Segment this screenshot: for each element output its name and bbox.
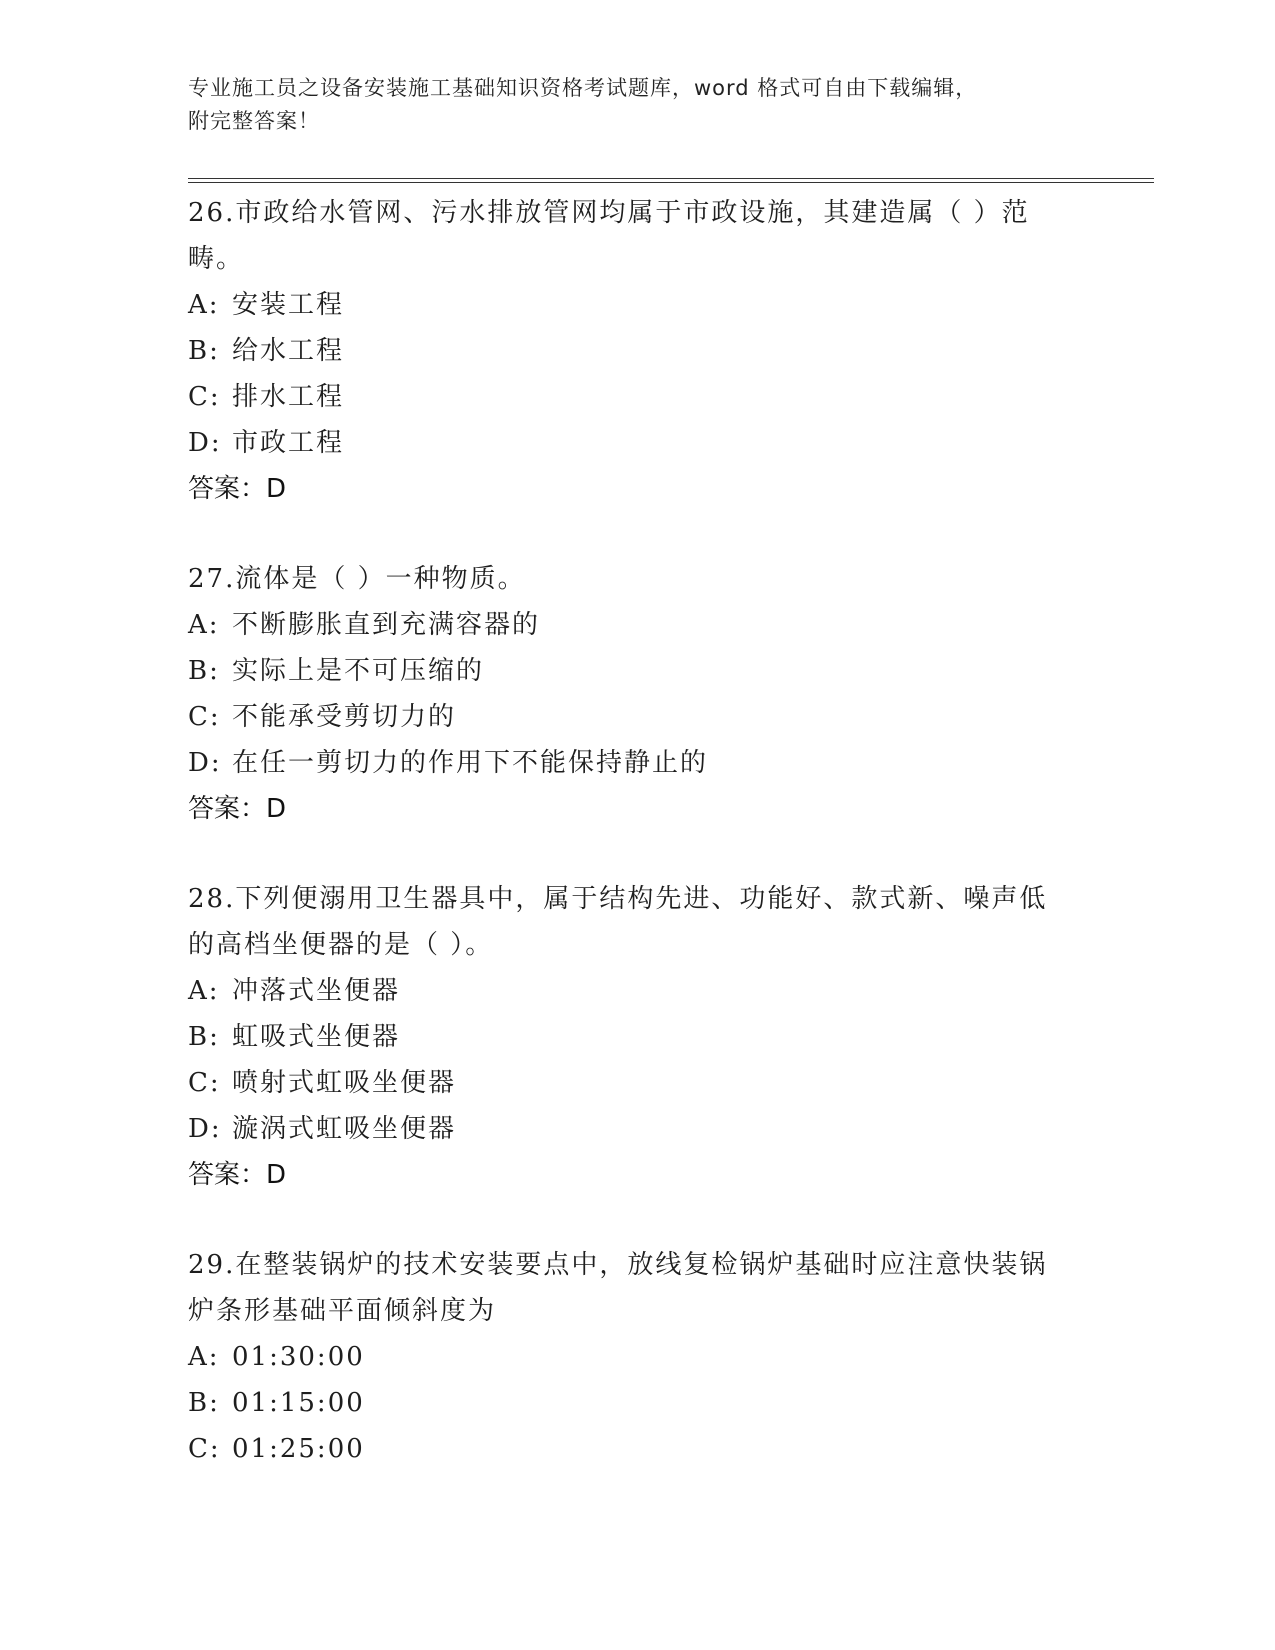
answer-line: 答案：D <box>188 474 287 504</box>
question-stem-line: 26.市政给水管网、污水排放管网均属于市政设施，其建造属（ ）范 <box>188 198 1030 228</box>
option-key: D: <box>188 748 222 778</box>
option-text: 不断膨胀直到充满容器的 <box>232 610 541 640</box>
option-key: B: <box>188 1388 220 1418</box>
question-stem-line: 炉条形基础平面倾斜度为 <box>188 1296 497 1326</box>
question-29 <box>188 1242 1088 1472</box>
question-stem-line: 28.下列便溺用卫生器具中，属于结构先进、功能好、款式新、噪声低 <box>188 884 1048 914</box>
question-list <box>188 190 1088 1516</box>
option-text: 喷射式虹吸坐便器 <box>232 1068 457 1098</box>
option-text: 在任一剪切力的作用下不能保持静止的 <box>232 748 709 778</box>
question-26 <box>188 190 1088 512</box>
question-stem-line: 29.在整装锅炉的技术安装要点中，放线复检锅炉基础时应注意快装锅 <box>188 1250 1048 1280</box>
option-text: 市政工程 <box>232 428 345 458</box>
option-key: C: <box>188 1068 221 1098</box>
header-divider-bottom <box>188 182 1154 183</box>
option-c <box>188 374 1088 420</box>
option-text: 01:15:00 <box>232 1388 365 1418</box>
option-a <box>188 282 1088 328</box>
header-divider-top <box>188 178 1154 179</box>
option-d <box>188 1106 1088 1152</box>
option-key: A: <box>188 290 220 320</box>
option-b <box>188 1380 1088 1426</box>
option-text: 01:30:00 <box>232 1342 365 1372</box>
option-key: C: <box>188 1434 221 1464</box>
option-d <box>188 740 1088 786</box>
option-b <box>188 1014 1088 1060</box>
question-stem-line: 27.流体是（ ）一种物质。 <box>188 564 526 594</box>
option-a <box>188 968 1088 1014</box>
question-stem-line: 的高档坐便器的是（ ）。 <box>188 930 494 960</box>
option-text: 01:25:00 <box>232 1434 365 1464</box>
document-header <box>188 72 1088 138</box>
header-line-1: 专业施工员之设备安装施工基础知识资格考试题库，word 格式可自由下载编辑， <box>188 76 978 100</box>
option-d <box>188 420 1088 466</box>
option-text: 不能承受剪切力的 <box>232 702 457 732</box>
question-28 <box>188 876 1088 1198</box>
option-a <box>188 602 1088 648</box>
option-text: 安装工程 <box>232 290 345 320</box>
option-key: A: <box>188 610 220 640</box>
option-key: C: <box>188 702 221 732</box>
option-c <box>188 1060 1088 1106</box>
option-b <box>188 648 1088 694</box>
option-text: 给水工程 <box>232 336 345 366</box>
header-line-2: 附完整答案！ <box>188 109 320 133</box>
option-text: 虹吸式坐便器 <box>232 1022 401 1052</box>
option-key: D: <box>188 1114 222 1144</box>
question-stem <box>188 876 1088 968</box>
option-key: A: <box>188 976 220 1006</box>
answer-line: 答案：D <box>188 1160 287 1190</box>
option-c <box>188 1426 1088 1472</box>
option-b <box>188 328 1088 374</box>
option-key: A: <box>188 1342 220 1372</box>
question-stem <box>188 556 1088 602</box>
question-stem <box>188 190 1088 282</box>
option-key: B: <box>188 336 220 366</box>
option-text: 排水工程 <box>232 382 345 412</box>
option-key: D: <box>188 428 222 458</box>
option-key: C: <box>188 382 221 412</box>
answer-line: 答案：D <box>188 794 287 824</box>
option-c <box>188 694 1088 740</box>
option-text: 漩涡式虹吸坐便器 <box>232 1114 457 1144</box>
question-stem-line: 畴。 <box>188 244 245 274</box>
question-stem <box>188 1242 1088 1334</box>
option-text: 冲落式坐便器 <box>232 976 401 1006</box>
option-text: 实际上是不可压缩的 <box>232 656 485 686</box>
question-27 <box>188 556 1088 832</box>
option-a <box>188 1334 1088 1380</box>
option-key: B: <box>188 656 220 686</box>
option-key: B: <box>188 1022 220 1052</box>
